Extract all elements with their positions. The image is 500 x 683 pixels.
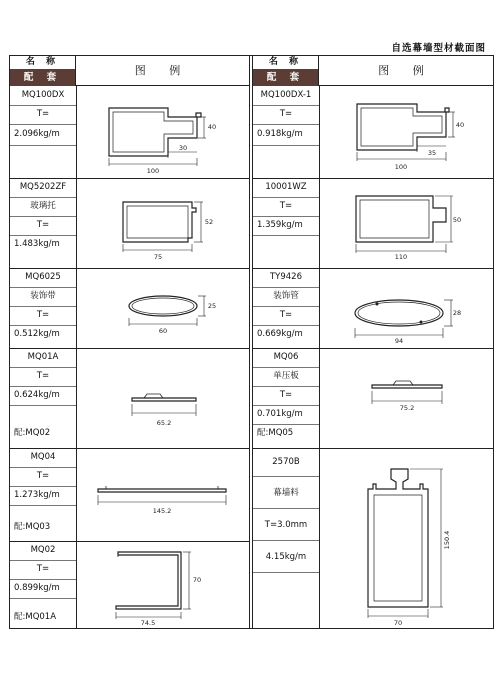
- thickness: T=3.0mm: [264, 520, 308, 530]
- dimension-label: 100: [146, 167, 160, 175]
- weight: 0.624kg/m: [14, 390, 60, 400]
- dimension-label: 145.2: [152, 507, 172, 515]
- profile-type: 单压板: [273, 371, 299, 381]
- profile-drawing-mq6025: [129, 296, 206, 326]
- dimension-label: 65.2: [156, 419, 172, 427]
- dimension-label: 75: [153, 253, 163, 261]
- dimension-label: 28: [452, 309, 462, 317]
- profile-drawing-mq01a: [132, 394, 196, 416]
- thickness: T=: [36, 371, 50, 381]
- profile-drawing-mq100dx-1: [357, 104, 455, 161]
- profile-code: MQ06: [273, 352, 299, 362]
- profile-table: [9, 55, 494, 629]
- thickness: T=: [36, 220, 50, 230]
- left-drawings: [10, 56, 250, 628]
- profile-type: 装饰带: [30, 291, 56, 301]
- profile-code: MQ6025: [25, 272, 61, 282]
- dimension-label: 70: [192, 576, 202, 584]
- dimension-label: 150.4: [443, 530, 451, 550]
- dimension-label: 70: [393, 619, 403, 627]
- thickness: T=: [36, 310, 50, 320]
- weight: 0.512kg/m: [14, 329, 60, 339]
- name-header: 名 称: [25, 57, 60, 67]
- profile-type: 幕墙料: [273, 488, 299, 498]
- profile-drawing-2570b: [368, 469, 443, 618]
- dimension-label: 74.5: [140, 619, 156, 627]
- dimension-label: 60: [158, 327, 168, 335]
- weight: 1.359kg/m: [257, 220, 303, 230]
- thickness: T=: [36, 109, 50, 119]
- dimension-label: 75.2: [399, 404, 415, 412]
- profile-code: MQ02: [30, 545, 56, 555]
- profile-code: 10001WZ: [265, 182, 307, 192]
- name-header: 名 称: [268, 57, 303, 67]
- profile-code: MQ01A: [27, 352, 59, 362]
- thickness: T=: [36, 471, 50, 481]
- dimension-label: 52: [204, 218, 214, 226]
- page-title: 自选幕墙型材截面图: [391, 43, 486, 54]
- thickness: T=: [36, 564, 50, 574]
- thickness: T=: [279, 390, 293, 400]
- weight: 1.273kg/m: [14, 490, 60, 500]
- weight: 0.701kg/m: [257, 409, 303, 419]
- profile-drawing-10001wz: [356, 196, 453, 253]
- matching-part: 配:MQ02: [14, 428, 51, 438]
- profile-drawing-mq04: [98, 486, 226, 505]
- dimension-label: 40: [455, 121, 465, 129]
- profile-code: MQ100DX-1: [260, 90, 312, 100]
- figure-header: 图 例: [378, 64, 434, 77]
- right-panel: [252, 56, 493, 628]
- dimension-label: 25: [207, 302, 217, 310]
- profile-type: 装饰管: [273, 291, 299, 301]
- thickness: T=: [279, 310, 293, 320]
- left-panel: [10, 56, 250, 628]
- right-drawings: [253, 56, 494, 628]
- weight: 4.15kg/m: [265, 552, 307, 562]
- weight: 1.483kg/m: [14, 239, 60, 249]
- profile-code: MQ100DX: [21, 90, 65, 100]
- profile-drawing-mq02: [116, 552, 191, 619]
- dimension-label: 50: [452, 216, 462, 224]
- weight: 0.669kg/m: [257, 329, 303, 339]
- profile-type: 玻璃托: [30, 201, 56, 211]
- profile-drawing-mq100dx: [109, 108, 206, 166]
- profile-code: MQ04: [30, 452, 56, 462]
- thickness: T=: [279, 201, 293, 211]
- profile-code: TY9426: [269, 272, 303, 282]
- dimension-label: 30: [178, 144, 188, 152]
- matching-part: 配:MQ01A: [14, 612, 57, 622]
- profile-drawing-mq06: [372, 381, 442, 404]
- profile-code: 2570B: [272, 457, 300, 467]
- figure-header: 图 例: [134, 64, 191, 77]
- matching-part: 配:MQ05: [257, 428, 294, 438]
- profile-code: MQ5202ZF: [19, 182, 67, 192]
- dimension-label: 40: [207, 123, 217, 131]
- weight: 0.918kg/m: [257, 129, 303, 139]
- matching-part: 配:MQ03: [14, 522, 51, 532]
- thickness: T=: [279, 109, 293, 119]
- profile-drawing-ty9426: [355, 300, 453, 338]
- dimension-label: 35: [427, 149, 437, 157]
- weight: 2.096kg/m: [14, 129, 60, 139]
- dimension-label: 94: [394, 337, 404, 345]
- weight: 0.899kg/m: [14, 583, 60, 593]
- set-header: 配 套: [10, 69, 75, 86]
- profile-drawing-mq5202zf: [123, 202, 203, 252]
- set-header: 配 套: [253, 69, 318, 86]
- dimension-label: 110: [394, 253, 408, 261]
- dimension-label: 100: [394, 163, 408, 171]
